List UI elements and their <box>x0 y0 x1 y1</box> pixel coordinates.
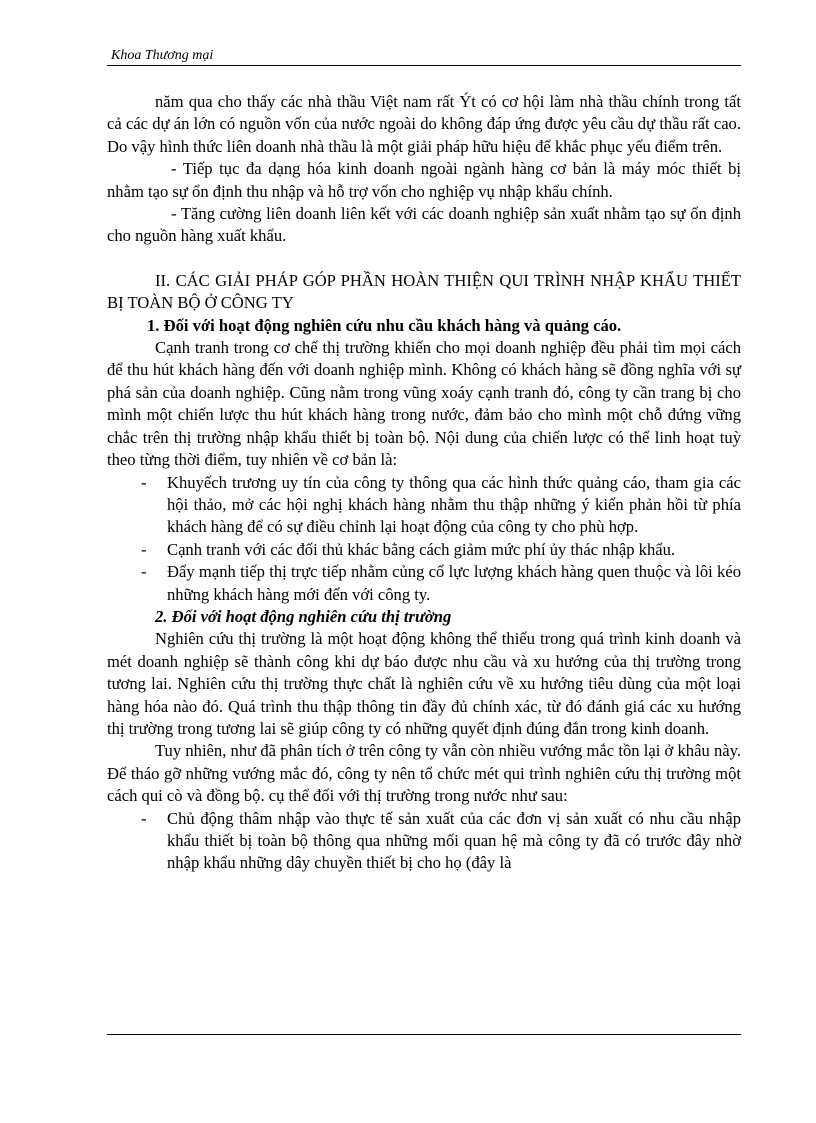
bullet-dash: - <box>141 808 147 828</box>
subsection-2-paragraph-2: Tuy nhiên, như đã phân tích ở trên công ty vẫn còn nhiều vướng mắc tồn lại ở khâu này. Để tháo gỡ những vướng mắc đó, công ty nên tổ chức mét qui trình nghiên cứu thị trường một cách qui cò và đồng bộ. cụ thể đối với thị trường trong nước như sau: <box>107 741 741 806</box>
bullet-dash: - <box>141 539 147 559</box>
page-content <box>107 91 741 875</box>
list-item-text: Chủ động thâm nhập vào thực tế sản xuất của các đơn vị sản xuất có nhu cầu nhập khẩu thiết bị toàn bộ thông qua những mối quan hệ mà công ty đã có trước đây nhờ nhập khẩu những dây chuyền thiết bị cho họ (đây là <box>167 808 741 873</box>
subsection-2-bullets <box>107 808 741 875</box>
subsection-heading-2: 2. Đối với hoạt động nghiên cứu thị trường <box>155 606 452 626</box>
header-title: Khoa Thương mại <box>111 48 214 63</box>
subsection-heading-1: 1. Đối với hoạt động nghiên cứu nhu cầu khách hàng và quảng cáo. <box>147 315 622 335</box>
bullet-dash: - <box>141 562 147 582</box>
page-header <box>107 47 741 67</box>
subsection-1-bullets <box>107 472 741 606</box>
header-rule <box>107 65 741 66</box>
paragraph-diversify: - Tiếp tục đa dạng hóa kinh doanh ngoài ngành hàng cơ bản là máy móc thiết bị nhằm tạo sự ổn định thu nhập và hỗ trợ vốn cho nghiệp vụ nhập khẩu chính. <box>107 159 741 201</box>
paragraph-joint-venture: - Tăng cường liên doanh liên kết với các doanh nghiệp sản xuất nhằm tạo sự ổn định cho nguồn hàng xuất khẩu. <box>107 204 741 246</box>
subsection-1-paragraph: Cạnh tranh trong cơ chế thị trường khiến cho mọi doanh nghiệp đều phải tìm mọi cách để thu hút khách hàng đến với doanh nghiệp mình. Không có khách hàng sẽ đồng nghĩa với sự phá sản của doanh nghiệp. Cũng nằm trong vũng xoáy cạnh tranh đó, công ty cần trang bị cho mình một chiến lược thu hút khách hàng trong nước, đảm bảo cho mình một chỗ đứng vững chắc trên thị trường nhập khẩu thiết bị toàn bộ. Nội dung của chiến lược có thể linh hoạt tuỳ theo từng thời điểm, tuy nhiên về cơ bản là: <box>107 338 741 470</box>
footer-rule <box>107 1034 741 1035</box>
section-heading: II. CÁC GIẢI PHÁP GÓP PHẦN HOÀN THIỆN QUI TRÌNH NHẬP KHẨU THIẾT BỊ TOÀN BỘ Ở CÔNG TY <box>107 270 741 313</box>
list-item-text: Cạnh tranh với các đối thủ khác bằng cách giảm mức phí ủy thác nhập khẩu. <box>167 539 676 559</box>
bullet-dash: - <box>141 472 147 492</box>
paragraph-continuation: năm qua cho thấy các nhà thầu Việt nam rất Ýt có cơ hội làm nhà thầu chính trong tất cả các dự án lớn có nguồn vốn của nước ngoài do không đáp ứng được yêu cầu dự thầu rất cao. Do vậy hình thức liên doanh nhà thầu là một giải pháp hữu hiệu để khắc phục yếu điểm trên. <box>107 92 741 156</box>
subsection-2-paragraph-1: Nghiên cứu thị trường là một hoạt động không thể thiếu trong quá trình kinh doanh và mét doanh nghiệp sẽ thành công khi dự báo được nhu cầu và xu hướng của thị trường trong tương lai. Nghiên cứu thị trường thực chất là nghiên cứu về xu hướng tiêu dùng của một loại hàng hóa nào đó. Quá trình thu thập thông tin đầy đủ chính xác, từ đó đánh giá các xu hướng thị trường trong tương lai sẽ giúp công ty có những quyết định đúng đắn trong kinh doanh. <box>107 629 741 738</box>
list-item <box>107 561 741 606</box>
list-item <box>107 539 741 561</box>
list-item-text: Đẩy mạnh tiếp thị trực tiếp nhằm củng cố lực lượng khách hàng quen thuộc và lôi kéo những khách hàng mới đến với công ty. <box>167 562 741 604</box>
list-item <box>107 472 741 539</box>
list-item-text: Khuyếch trương uy tín của công ty thông qua các hình thức quảng cáo, tham gia các hội thảo, mở các hội nghị khách hàng nhằm thu thập những ý kiến phản hồi từ phía khách hàng để có sự điều chỉnh lại hoạt động của công ty cho phù hợp. <box>167 472 741 537</box>
list-item <box>107 808 741 875</box>
